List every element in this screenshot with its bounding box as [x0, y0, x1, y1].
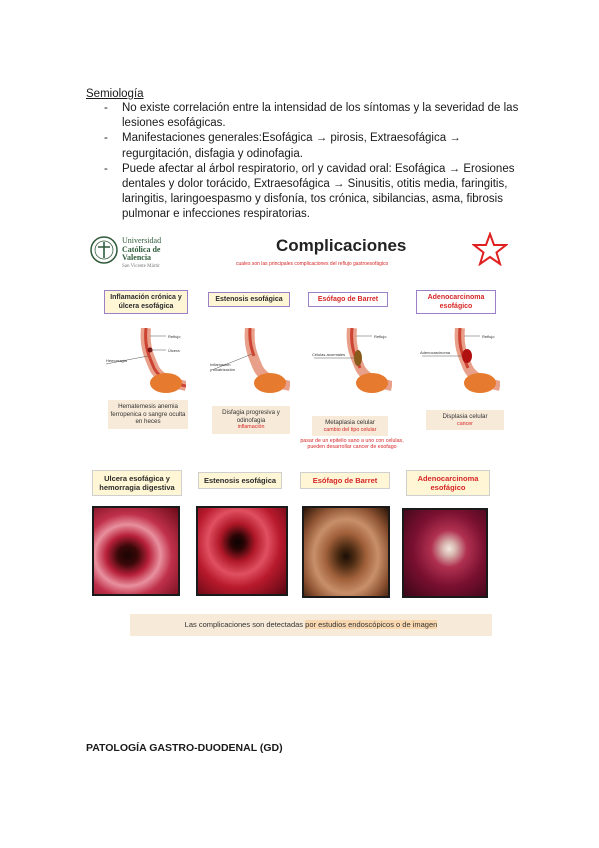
list-item: - Puede afectar al árbol respiratorio, orl y cavidad oral: Esofágica → Erosiones dentales y dolor torácido, Extraesofágica → Sinusitis, otitis media, faringitis, laringitis, laringoespasmo y disfonía, tos crónica, sibilancias, asma, fibrosis pulmonar e infecciones respiratorias.: [100, 162, 520, 223]
label-inflamacion: Inflamación crónica y úlcera esofágica: [104, 290, 188, 314]
diagram-label: Hemorragia: [106, 358, 127, 363]
label2-adenocarcinoma: Adenocarcinoma esofágico: [406, 470, 490, 496]
semiologia-list: [100, 101, 520, 223]
caption-text: Displasia celular: [442, 413, 488, 420]
caption-text: Disfagia progresiva y odinofagia: [222, 409, 280, 424]
note-text: Las complicaciones son detectadas: [184, 620, 306, 629]
diagram-label: Inflamación: [210, 362, 231, 367]
ulcer-diagram: [106, 328, 186, 396]
caption-hematemesis: Hematemesis anemia ferropenica o sangre oculta en heces: [108, 400, 188, 429]
detection-note: [130, 614, 492, 636]
logo-line: San Vicente Mártir: [122, 263, 160, 269]
note-highlight: por estudios endoscópicos o de imagen: [305, 620, 438, 629]
list-item: - Manifestaciones generales:Esofágica → pirosis, Extraesofágica → regurgitación, disfagia y odinofagia.: [100, 131, 520, 161]
endoscopy-image-barret: [302, 506, 390, 598]
caption-note: cancer: [457, 420, 473, 427]
caption-note: inflamación: [237, 424, 265, 430]
logo-line: Católica de: [122, 244, 161, 254]
endoscopy-image-estenosis: [196, 506, 288, 596]
gd-section-title: PATOLOGÍA GASTRO-DUODENAL (GD): [86, 742, 283, 754]
caption-text: Metaplasia celular: [325, 419, 375, 426]
endoscopy-image-adenocarcinoma: [402, 508, 488, 598]
diagram-label: Reflujo: [482, 334, 495, 339]
list-item: - No existe correlación entre la intensidad de los síntomas y la severidad de las lesiones esofágicas.: [100, 101, 520, 131]
caption-note-metaplasia: pasar de un epitelio sano a uno con celulas, pueden desarrollar cancer de esofago: [300, 438, 404, 451]
endoscopy-image-ulcera: [92, 506, 180, 596]
logo-line: Universidad: [122, 236, 162, 245]
complicaciones-figure: [86, 228, 516, 646]
diagram-label: Adenocarcinoma: [420, 350, 451, 355]
star-icon: [472, 232, 508, 266]
diagram-label: Reflujo: [374, 334, 387, 339]
caption-metaplasia: [312, 416, 388, 436]
diagram-label: Reflujo: [168, 334, 181, 339]
label-adenocarcinoma: Adenocarcinoma esofágico: [416, 290, 496, 314]
figure-subtitle: cuales son las principales complicaciones del reflujo gastroesofágico: [236, 261, 389, 267]
university-seal-icon: [90, 236, 118, 264]
label2-estenosis: Estenosis esofágica: [198, 472, 282, 489]
barret-diagram: [312, 328, 392, 396]
university-logo: [90, 236, 185, 270]
caption-disfagia: [212, 406, 290, 434]
diagram-label: Úlcera: [168, 348, 180, 353]
label-barret: Esófago de Barret: [308, 292, 388, 307]
stenosis-diagram: [210, 328, 290, 396]
caption-displasia: [426, 410, 504, 430]
logo-line: Valencia: [122, 253, 152, 262]
label-estenosis: Estenosis esofágica: [208, 292, 290, 307]
diagram-label: y cicatrización: [210, 367, 236, 372]
diagram-label: Células anormales: [312, 352, 346, 357]
figure-title: Complicaciones: [276, 236, 407, 255]
semiologia-title: Semiología: [86, 88, 144, 100]
caption-note: cambio del tipo celular: [323, 426, 377, 433]
adenocarcinoma-diagram: [420, 328, 500, 396]
label2-ulcera: Ulcera esofágica y hemorragia digestiva: [92, 470, 182, 496]
label2-barret: Esófago de Barret: [300, 472, 390, 489]
